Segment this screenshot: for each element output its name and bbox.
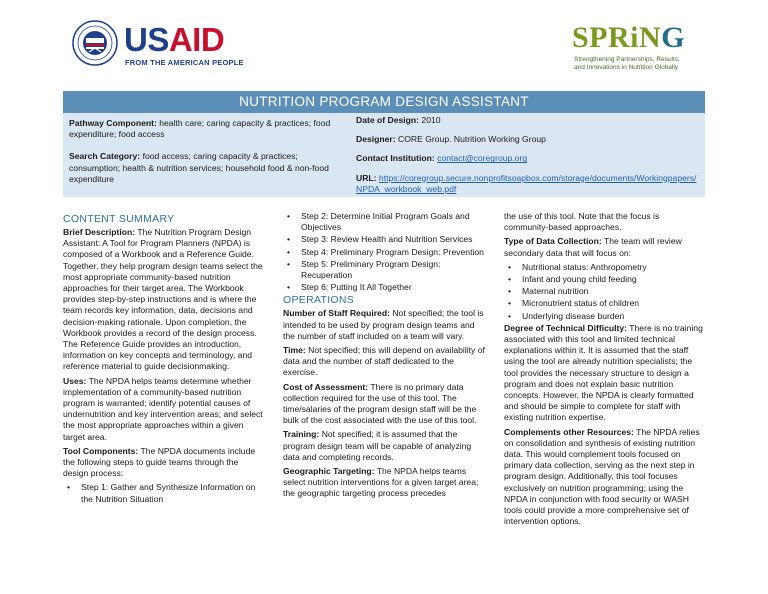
spring-logo [572, 22, 722, 76]
geographic-targeting: Geographic Targeting: The NPDA helps teams select nutrition interventions for a given target area; the geographic targeting process precedes [283, 466, 479, 499]
list-item: • Infant and young child feeding [504, 274, 706, 285]
banner-right-column [356, 115, 701, 201]
usaid-seal-icon [72, 20, 118, 66]
info-banner [63, 91, 705, 197]
usaid-wordmark: USAID [124, 21, 225, 58]
search-category: Search Category: food access; caring capacity & practices; consumption; health & nutrition services; household food & non-food expenditure [69, 151, 329, 184]
tool-components: Tool Components: The NPDA documents include the following steps to guide teams through the design process: [63, 445, 256, 479]
pathway-component: Pathway Component: health care; caring capacity & practices; food expenditure; food access [69, 118, 331, 140]
cost-of-assessment: Cost of Assessment: There is no primary data collection required for the use of this tool. The time/salaries of the program design staff will be the bulk of the cost associated with the use of this tool. [283, 381, 477, 426]
banner-left-column [69, 118, 341, 192]
url: URL: https://coregroup.secure.nonprofitsoapbox.com/storage/documents/Workingpapers/NPDA_workbook_web.pdf [356, 172, 697, 194]
column-1 [63, 213, 266, 506]
contact-email-link[interactable]: contact@coregroup.org [437, 153, 528, 164]
column-3 [504, 211, 706, 530]
spring-tagline: Strengthening Partnerships, Results, and Innovations in Nutrition Globally [574, 56, 680, 71]
content-summary-heading: CONTENT SUMMARY [63, 213, 175, 225]
brief-description: Brief Description: The Nutrition Program Design Assistant: A Tool for Program Planners (NPDA) is composed of a Workbook and a Reference Guide. Together, they help program design teams select the most appropriate community-based nutrition approaches for their target area. The Workbook provides step-by-step instructions and is where the team records key information, data, decisions and decision-making rationale. Upon completion, the Workbook provides a record of the design process. The Reference Guide provides an introduction, information on key concepts and terminology, and reference material to guide decisionmaking. [63, 227, 263, 372]
complements-resources: Complements other Resources: The NPDA relies on consolidation and synthesis of existing nutrition data. This would complement tools focused on primary data collection, serving as the next step in program design. Additionally, this tool focuses exclusively on nutrition programming; using the NPDA in conjunction with food security or WASH tools could provide a more comprehensive set of intervention options. [504, 426, 700, 527]
list-item: • Step 2: Determine Initial Program Goals and Objectives [283, 211, 488, 233]
type-of-data-collection: Type of Data Collection: The team will review secondary data that will focus on: [504, 236, 682, 258]
list-item: • Maternal nutrition [504, 286, 706, 297]
staff-required: Number of Staff Required: Not specified; the tool is intended to be used by program design teams and the number of staff included on a team will vary. [283, 308, 484, 341]
list-item: • Step 6: Putting It All Together [283, 282, 488, 293]
url-link[interactable]: https://coregroup.secure.nonprofitsoapbox.com/storage/documents/Workingpapers/NPDA_workbook_web.pdf [356, 172, 697, 194]
list-item: • Underlying disease burden [504, 311, 706, 322]
list-item: • Step 3: Review Health and Nutrition Services [283, 234, 488, 245]
steps-list-continued [283, 211, 488, 293]
list-item: • Micronutrient status of children [504, 298, 706, 309]
geographic-targeting-continued: the use of this tool. Note that the focus is community-based approaches. [504, 211, 660, 233]
usaid-tagline: FROM THE AMERICAN PEOPLE [125, 58, 244, 67]
operations-heading: OPERATIONS [283, 294, 355, 307]
list-item: • Step 1: Gather and Synthesize Information on the Nutrition Situation [63, 482, 266, 504]
time: Time: Not specified; this will depend on availability of data and the number of staff dedicated to the exercise. [283, 345, 485, 378]
usaid-logo [72, 20, 242, 70]
steps-list [63, 482, 266, 504]
list-item: • Step 5: Preliminary Program Design: Recuperation [283, 259, 488, 281]
uses: Uses: The NPDA helps teams determine whether implementation of a community-based nutrition program is warranted; identify potential causes of undernutrition and key intervention areas; and select the most appropriate approaches within a given target area. [63, 375, 263, 442]
list-item: • Step 4: Preliminary Program Design: Prevention [283, 247, 488, 258]
date-of-design: Date of Design: 2010 [356, 115, 441, 125]
column-2 [283, 211, 488, 503]
technical-difficulty: Degree of Technical Difficulty: There is no training associated with this tool and limited technical explanations within it. It is assumed that the staff using the tool are already nutrition specialists; the tool provides the necessary structure to design a program and does not explain basic nutrition concepts. However, the NPDA is clearly formatted and should be simple to complete for staff with existing nutrition expertise. [504, 322, 703, 423]
training: Training: Not specified; it is assumed that the program design team will be capable of analyzing data and completing records. [283, 429, 472, 462]
contact-institution: Contact Institution: contact@coregroup.org [356, 153, 528, 164]
spring-wordmark: SPRiNG [572, 21, 686, 54]
list-item: • Nutritional status: Anthropometry [504, 262, 706, 273]
page-title: NUTRITION PROGRAM DESIGN ASSISTANT [63, 91, 705, 113]
designer: Designer: CORE Group. Nutrition Working Group [356, 134, 546, 145]
data-items-list [504, 262, 706, 322]
